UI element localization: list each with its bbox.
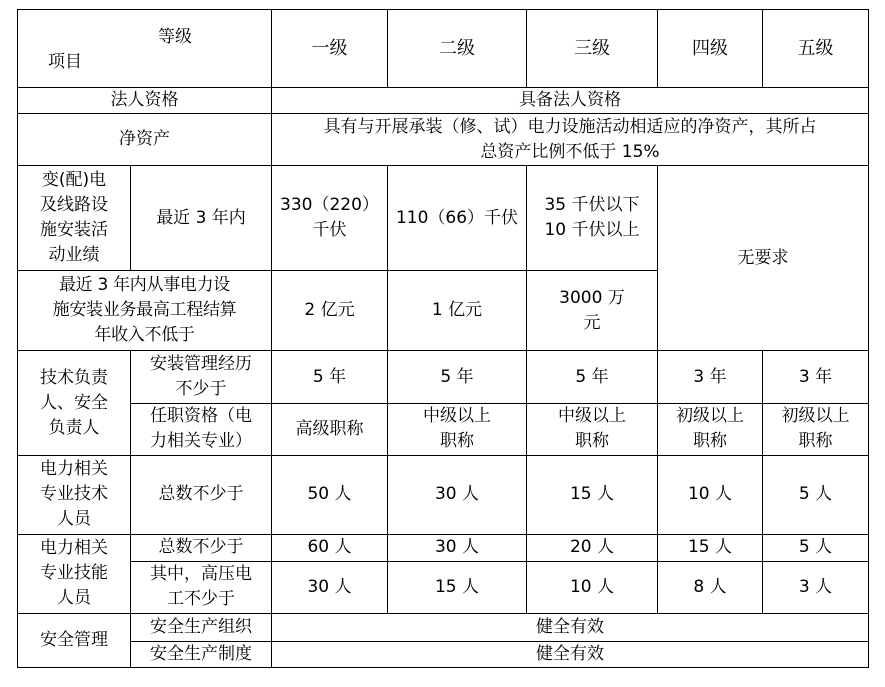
performance-level-1: 330（220） 千伏: [272, 166, 388, 271]
lead-qualification-level-4: 初级以上 职称: [658, 403, 763, 455]
header-row: [18, 10, 869, 88]
level-header-label: 等级: [158, 27, 192, 47]
lead-experience-level-4: 3 年: [658, 351, 763, 403]
skill-staff-total-level-3: 20 人: [527, 534, 658, 561]
performance-row: [18, 166, 869, 271]
skill-staff-total-row: [18, 534, 869, 561]
performance-level-2: 110（66）千伏: [388, 166, 527, 271]
qualification-table: [17, 9, 869, 668]
skill-staff-total-level-2: 30 人: [388, 534, 527, 561]
skill-staff-hv-level-1: 30 人: [272, 561, 388, 613]
tech-staff-row: [18, 455, 869, 534]
safety-system-value: 健全有效: [272, 641, 869, 667]
level-5-header: 五级: [763, 10, 869, 88]
legal-row: [18, 88, 869, 114]
net-assets-label: 净资产: [18, 114, 272, 166]
level-3-header: 三级: [527, 10, 658, 88]
safety-system-label: 安全生产制度: [131, 641, 272, 667]
tech-staff-level-1: 50 人: [272, 455, 388, 534]
lead-qualification-level-1: 高级职称: [272, 403, 388, 455]
lead-qualification-level-5: 初级以上 职称: [763, 403, 869, 455]
performance-level-3: 35 千伏以下 10 千伏以上: [527, 166, 658, 271]
lead-qualification-row: [18, 403, 869, 455]
lead-experience-row: [18, 351, 869, 403]
lead-qualification-label: 任职资格（电 力相关专业）: [131, 403, 272, 455]
performance-sub-label: 最近 3 年内: [131, 166, 272, 271]
corner-header-cell: [18, 10, 272, 88]
skill-staff-total-level-5: 5 人: [763, 534, 869, 561]
safety-org-row: [18, 613, 869, 641]
safety-org-label: 安全生产组织: [131, 613, 272, 641]
lead-qualification-level-2: 中级以上 职称: [388, 403, 527, 455]
net-assets-value: 具有与开展承装（修、试）电力设施活动相适应的净资产，其所占 总资产比例不低于 15%: [272, 114, 869, 166]
skill-staff-hv-label: 其中，高压电 工不少于: [131, 561, 272, 613]
skill-staff-label: 电力相关 专业技能 人员: [18, 534, 131, 613]
skill-staff-hv-level-2: 15 人: [388, 561, 527, 613]
level-4-header: 四级: [658, 10, 763, 88]
tech-staff-level-3: 15 人: [527, 455, 658, 534]
safety-system-row: [18, 641, 869, 667]
revenue-level-1: 2 亿元: [272, 271, 388, 351]
safety-label: 安全管理: [18, 613, 131, 667]
item-header-label: 项目: [48, 52, 82, 72]
performance-level-4-5: 无要求: [658, 166, 869, 351]
skill-staff-total-level-1: 60 人: [272, 534, 388, 561]
lead-experience-level-3: 5 年: [527, 351, 658, 403]
tech-staff-label: 电力相关 专业技术 人员: [18, 455, 131, 534]
tech-lead-label: 技术负责 人、安全 负责人: [18, 351, 131, 455]
legal-value: 具备法人资格: [272, 88, 869, 114]
performance-label: 变(配)电 及线路设 施安装活 动业绩: [18, 166, 131, 271]
lead-experience-level-1: 5 年: [272, 351, 388, 403]
skill-staff-hv-row: [18, 561, 869, 613]
skill-staff-hv-level-4: 8 人: [658, 561, 763, 613]
skill-staff-hv-level-5: 3 人: [763, 561, 869, 613]
level-1-header: 一级: [272, 10, 388, 88]
revenue-level-2: 1 亿元: [388, 271, 527, 351]
lead-experience-level-2: 5 年: [388, 351, 527, 403]
safety-org-value: 健全有效: [272, 613, 869, 641]
tech-staff-level-2: 30 人: [388, 455, 527, 534]
lead-experience-label: 安装管理经历 不少于: [131, 351, 272, 403]
tech-staff-level-4: 10 人: [658, 455, 763, 534]
lead-qualification-level-3: 中级以上 职称: [527, 403, 658, 455]
skill-staff-hv-level-3: 10 人: [527, 561, 658, 613]
level-2-header: 二级: [388, 10, 527, 88]
net-assets-row: [18, 114, 869, 166]
legal-label: 法人资格: [18, 88, 272, 114]
skill-staff-total-level-4: 15 人: [658, 534, 763, 561]
tech-staff-level-5: 5 人: [763, 455, 869, 534]
skill-staff-total-label: 总数不少于: [131, 534, 272, 561]
revenue-label: 最近 3 年内从事电力设 施安装业务最高工程结算 年收入不低于: [18, 271, 272, 351]
tech-staff-sub-label: 总数不少于: [131, 455, 272, 534]
lead-experience-level-5: 3 年: [763, 351, 869, 403]
revenue-level-3: 3000 万 元: [527, 271, 658, 351]
